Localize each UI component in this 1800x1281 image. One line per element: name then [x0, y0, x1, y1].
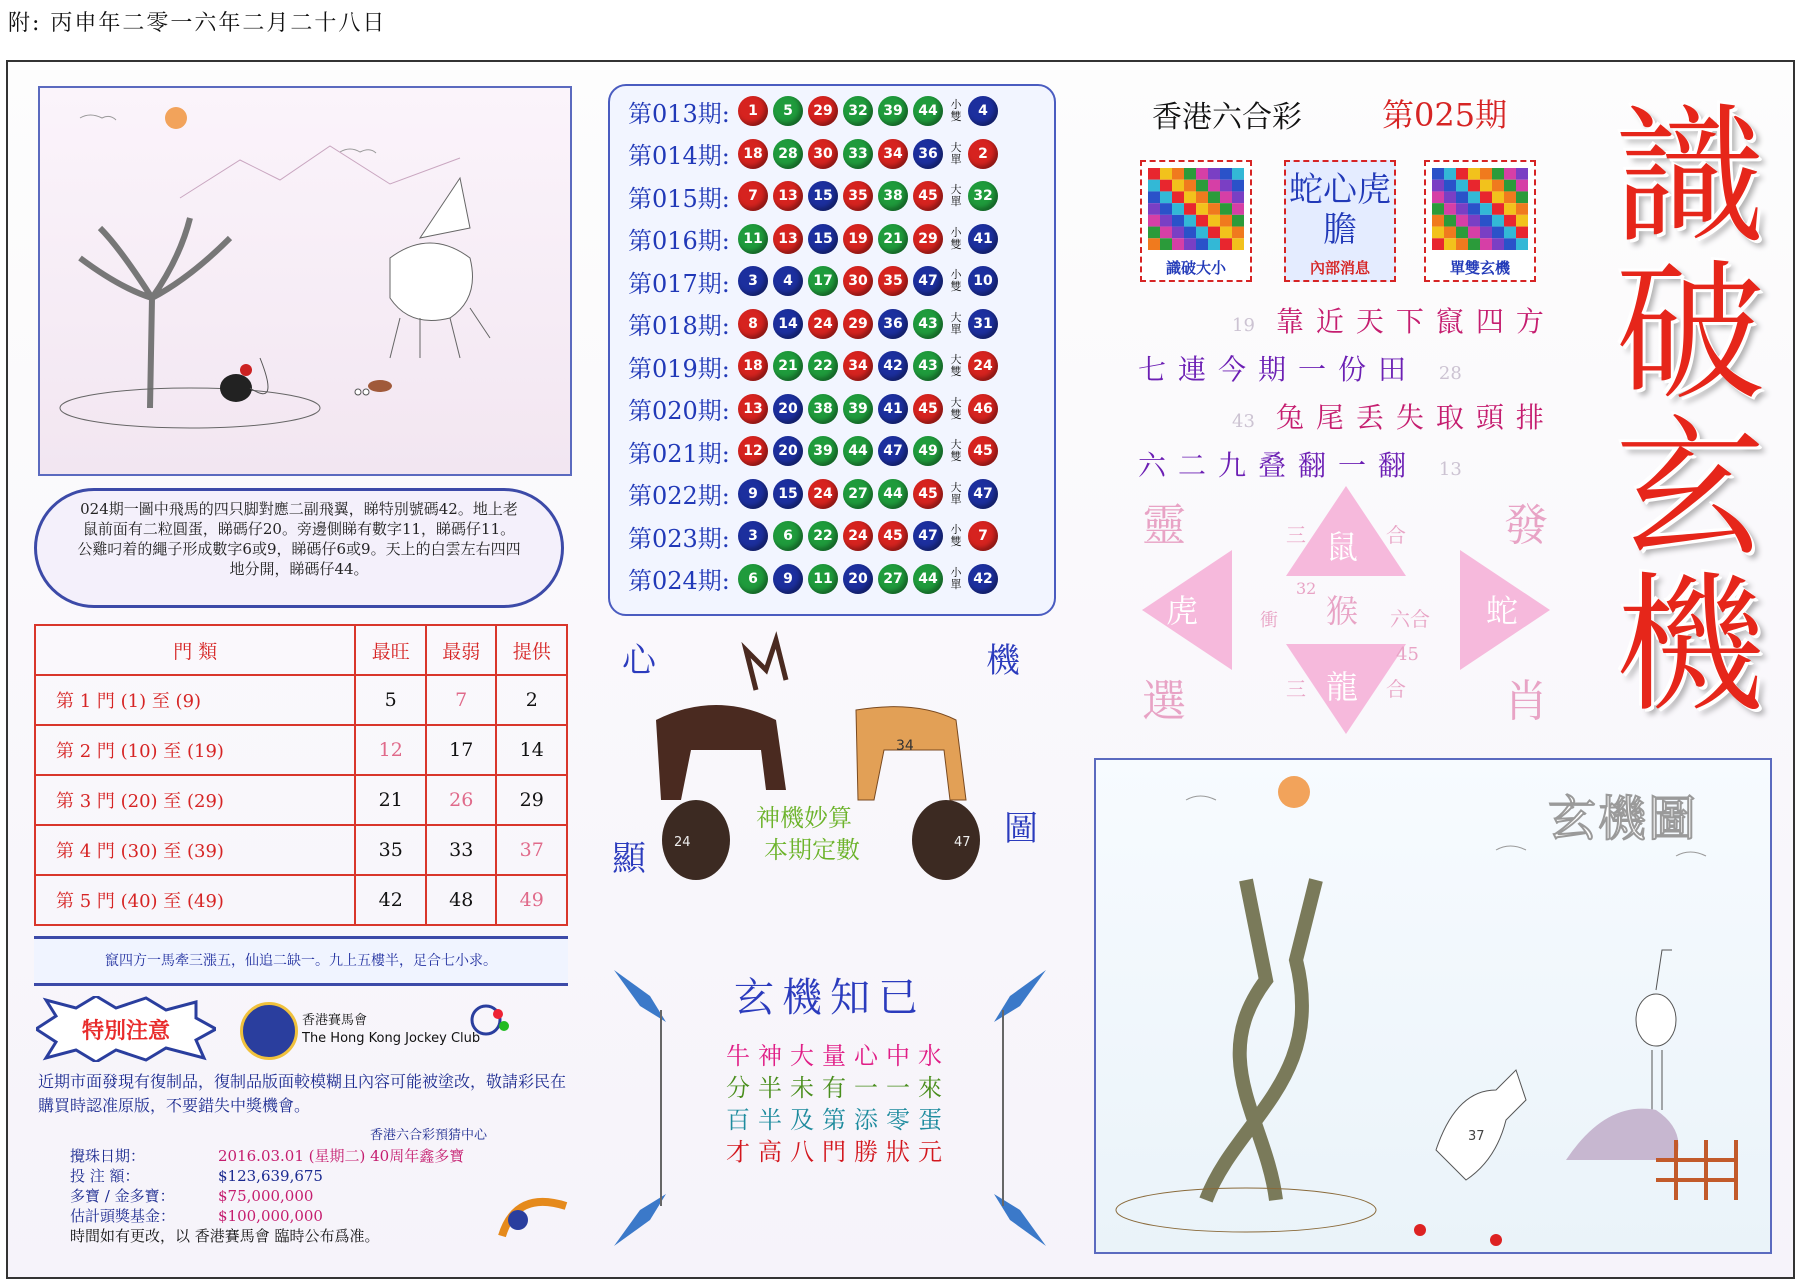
result-special-ball: 45	[968, 436, 998, 466]
compass-left: 虎	[1166, 592, 1199, 630]
draw-footer: 時間如有更改，以 香港賽馬會 臨時公布爲准。	[70, 1227, 380, 1245]
result-ball: 15	[808, 181, 838, 211]
door-table	[34, 624, 568, 926]
result-ball: 47	[878, 436, 908, 466]
door-label: 第 4 門 (30) 至 (39)	[35, 825, 355, 875]
verse-number: 19	[1232, 315, 1255, 336]
result-ball: 15	[773, 479, 803, 509]
mosaic-icon	[1148, 168, 1244, 250]
result-row	[628, 179, 1003, 213]
slogan-line-1: 神機妙算	[756, 804, 852, 832]
result-ball: 43	[913, 351, 943, 381]
result-ball: 45	[913, 479, 943, 509]
result-ball: 9	[773, 564, 803, 594]
result-ball: 35	[878, 266, 908, 296]
result-ball: 15	[808, 224, 838, 254]
result-ball: 39	[878, 96, 908, 126]
result-ball: 45	[878, 521, 908, 551]
door-max: 5	[355, 675, 426, 725]
verse-number: 43	[1232, 411, 1255, 432]
compass-number: 45	[1396, 644, 1419, 665]
result-special-ball: 31	[968, 309, 998, 339]
issue-number: 第025期	[1382, 96, 1508, 134]
cloud-icon	[80, 115, 116, 120]
result-row	[628, 307, 1003, 341]
result-special-ball: 4	[968, 96, 998, 126]
draw-info-key: 攪珠日期：	[70, 1147, 146, 1165]
compass-down-left: 三	[1286, 677, 1306, 701]
draw-info-key: 多寶 / 金多寶：	[70, 1187, 175, 1205]
center-title: 玄機知已	[734, 975, 926, 1021]
poem-line: 百半及第添零蛋	[726, 1106, 950, 1134]
result-tag: 大單	[950, 183, 962, 208]
result-ball: 13	[773, 224, 803, 254]
pic-label-machine: 機	[986, 641, 1020, 681]
tip-banner: 竄四方一馬牽三漲五，仙追二缺一。九上五樓半，足合七小求。	[34, 936, 568, 986]
result-ball: 13	[773, 181, 803, 211]
col-header-provide: 提供	[496, 625, 567, 675]
compass-up: 鼠	[1326, 528, 1359, 566]
result-issue-label: 第018期:	[628, 312, 730, 340]
door-provide: 14	[496, 725, 567, 775]
dog-number: 37	[1468, 1129, 1485, 1144]
slogan-line-2: 本期定數	[764, 836, 860, 864]
fruit-icon	[1490, 1234, 1502, 1246]
draw-info-row	[70, 1186, 464, 1206]
result-tag: 小雙	[950, 268, 962, 293]
result-ball: 19	[843, 224, 873, 254]
card-big-small	[1140, 160, 1252, 282]
result-row	[628, 519, 1003, 553]
result-ball: 32	[843, 96, 873, 126]
compass-down: 龍	[1326, 668, 1359, 706]
result-row	[628, 222, 1003, 256]
verse-line	[1138, 396, 1556, 444]
result-row	[628, 264, 1003, 298]
result-ball: 21	[773, 351, 803, 381]
table-row	[35, 775, 567, 825]
draw-info-row	[70, 1166, 464, 1186]
result-ball: 36	[878, 309, 908, 339]
verse-text: 六二九叠翻一翻	[1138, 449, 1419, 482]
draw-info-value: $123,639,675	[218, 1167, 323, 1185]
jockey-club-en: The Hong Kong Jockey Club	[302, 1031, 481, 1046]
result-ball: 44	[878, 479, 908, 509]
animals-illustration	[606, 630, 1050, 970]
result-ball: 22	[808, 521, 838, 551]
result-issue-label: 第016期:	[628, 227, 730, 255]
result-tag: 大單	[950, 480, 962, 506]
monkey-left-number: 24	[674, 835, 691, 850]
result-ball: 47	[913, 521, 943, 551]
riddle-explanation: 024期一圖中飛馬的四只脚對應二副飛翼，睇特別號碼42。地上老鼠前面有二粒圓蛋，睇碼仔20。旁邊側睇有數字11，睇碼仔11。公雞叼着的繩子形成數字6或9，睇碼仔6或9。天上的白雲左右四四地分開，睇碼仔44。	[34, 488, 564, 608]
result-ball: 28	[773, 139, 803, 169]
compass-number: 32	[1296, 579, 1317, 598]
result-tag: 大單	[950, 310, 962, 336]
monkey-left-icon	[662, 800, 730, 880]
draw-info-key: 投 注 額：	[70, 1167, 140, 1185]
result-ball: 5	[773, 96, 803, 126]
animals-picture	[606, 630, 1050, 879]
poem-line: 分半未有一一來	[726, 1074, 950, 1102]
result-ball: 38	[808, 394, 838, 424]
door-min: 17	[426, 725, 497, 775]
door-provide: 2	[496, 675, 567, 725]
table-row	[35, 825, 567, 875]
door-min: 26	[426, 775, 497, 825]
card-caption: 單雙玄機	[1449, 259, 1510, 277]
result-ball: 34	[878, 139, 908, 169]
result-ball: 20	[843, 564, 873, 594]
result-issue-label: 第020期:	[628, 397, 730, 425]
result-row	[628, 349, 1003, 383]
brand-title: 香港六合彩	[1152, 100, 1302, 135]
result-ball: 7	[738, 181, 768, 211]
goat-number: 34	[896, 738, 914, 754]
crane-icon	[1636, 950, 1676, 1110]
result-special-ball: 46	[968, 394, 998, 424]
result-ball: 20	[773, 394, 803, 424]
result-ball: 30	[843, 266, 873, 296]
result-issue-label: 第015期:	[628, 184, 730, 213]
door-provide: 37	[496, 825, 567, 875]
door-max: 12	[355, 725, 426, 775]
special-notice-label: 特別注意	[81, 1019, 170, 1044]
result-ball: 45	[913, 181, 943, 211]
draw-results-panel	[608, 84, 1056, 616]
card-caption: 識破大小	[1165, 259, 1226, 277]
result-ball: 49	[913, 436, 943, 466]
result-ball: 34	[843, 351, 873, 381]
result-ball: 45	[913, 394, 943, 424]
result-ball: 44	[843, 436, 873, 466]
result-issue-label: 第023期:	[628, 524, 730, 553]
sun-icon	[165, 107, 187, 129]
result-special-ball: 24	[968, 351, 998, 381]
verse-number: 28	[1438, 363, 1462, 384]
result-issue-label: 第022期:	[628, 482, 730, 510]
jockey-club-cn: 香港賽馬會	[302, 1013, 368, 1028]
result-issue-label: 第017期:	[628, 269, 730, 298]
result-special-ball: 10	[968, 266, 998, 296]
goat-icon	[856, 707, 966, 800]
card-inside-info	[1284, 160, 1396, 282]
big-title-vertical: 識破玄機	[1614, 91, 1765, 733]
result-ball: 29	[913, 224, 943, 254]
verse-line	[1138, 300, 1556, 348]
tree-icon	[80, 218, 230, 408]
result-ball: 1	[738, 96, 768, 126]
draw-info-row	[70, 1206, 464, 1226]
cloud-icon	[1496, 846, 1526, 850]
result-ball: 47	[913, 266, 943, 296]
verse-text: 靠近天下竄四方	[1275, 305, 1556, 338]
compass-mid-left: 衝	[1260, 610, 1278, 631]
fruit-icon	[1414, 1224, 1426, 1236]
flying-horse-icon	[390, 178, 490, 358]
result-ball: 4	[773, 266, 803, 296]
door-label: 第 1 門 (1) 至 (9)	[35, 675, 355, 725]
draw-info-row	[70, 1146, 464, 1166]
result-ball: 44	[913, 96, 943, 126]
result-special-ball: 32	[968, 181, 998, 211]
draw-info-value: $100,000,000	[218, 1207, 323, 1225]
result-special-ball: 41	[968, 224, 998, 254]
poem-line: 才高八門勝狀元	[726, 1138, 950, 1166]
elk-icon	[656, 640, 786, 800]
prediction-center-signature: 香港六合彩預猜中心	[370, 1128, 488, 1143]
result-ball: 11	[738, 224, 768, 254]
rooster-icon	[220, 358, 268, 402]
cloud-icon	[340, 149, 376, 153]
card-mid-text: 蛇心虎膽	[1289, 170, 1391, 250]
draw-info-value: 2016.03.01 (星期二) 40周年鑫多寶	[218, 1147, 465, 1165]
compass-down-right: 合	[1386, 677, 1406, 701]
door-table-header	[35, 625, 567, 675]
draw-info-key: 估計頭獎基金：	[70, 1207, 176, 1225]
col-header-min: 最弱	[426, 625, 497, 675]
door-min: 7	[426, 675, 497, 725]
result-ball: 13	[738, 394, 768, 424]
door-max: 21	[355, 775, 426, 825]
jockey-club-name	[302, 1012, 480, 1048]
result-ball: 39	[843, 394, 873, 424]
result-ball: 24	[843, 521, 873, 551]
result-row	[628, 392, 1003, 426]
draw-info-value: $75,000,000	[218, 1187, 314, 1205]
door-label: 第 3 門 (20) 至 (29)	[35, 775, 355, 825]
compass-corner-tl: 靈	[1142, 500, 1186, 551]
ground-ellipse	[60, 388, 320, 428]
result-ball: 42	[878, 351, 908, 381]
result-row	[628, 94, 1003, 128]
result-issue-label: 第021期:	[628, 439, 730, 468]
door-provide: 29	[496, 775, 567, 825]
compass-up-left: 三	[1286, 523, 1306, 547]
rock-icon	[1566, 1109, 1679, 1160]
result-tag: 小雙	[950, 225, 962, 251]
result-ball: 9	[738, 479, 768, 509]
result-ball: 38	[878, 181, 908, 211]
result-ball: 3	[738, 521, 768, 551]
mouse-icon	[355, 380, 392, 395]
door-min: 48	[426, 875, 497, 925]
result-ball: 12	[738, 436, 768, 466]
result-tag: 大雙	[950, 395, 962, 421]
counterfeit-warning: 近期市面發現有復制品，復制品版面較模糊且內容可能被塗改，敬請彩民在購買時認准原版，不要錯失中獎機會。	[38, 1072, 567, 1115]
door-provide: 49	[496, 875, 567, 925]
table-row	[35, 675, 567, 725]
table-row	[35, 725, 567, 775]
compass-corner-tr: 發	[1504, 500, 1548, 551]
result-ball: 39	[808, 436, 838, 466]
result-ball: 27	[843, 479, 873, 509]
compass-corner-bl: 選	[1142, 676, 1186, 727]
verse-text: 兔尾丢失取頭排	[1275, 401, 1556, 434]
mosaic-icon	[1432, 168, 1528, 250]
col-header-max: 最旺	[355, 625, 426, 675]
card-caption: 內部消息	[1309, 259, 1370, 277]
door-label: 第 5 門 (40) 至 (49)	[35, 875, 355, 925]
verse-line	[1138, 348, 1556, 396]
result-ball: 17	[808, 266, 838, 296]
compass-up-right: 合	[1386, 523, 1406, 547]
poem-line: 牛神大量心中水	[726, 1042, 950, 1070]
special-notice-badge	[36, 996, 216, 1062]
result-tag: 小雙	[950, 98, 962, 123]
result-tag: 大雙	[950, 353, 962, 378]
result-special-ball: 42	[968, 564, 998, 594]
mystery-picture-title: 玄機圖	[1548, 791, 1699, 847]
result-row	[628, 477, 1003, 511]
result-ball: 30	[808, 139, 838, 169]
result-ball: 27	[878, 564, 908, 594]
result-tag: 小單	[950, 565, 962, 591]
result-ball: 24	[808, 309, 838, 339]
result-ball: 29	[843, 309, 873, 339]
draw-info	[70, 1146, 464, 1246]
result-ball: 11	[808, 564, 838, 594]
door-label: 第 2 門 (10) 至 (19)	[35, 725, 355, 775]
result-ball: 44	[913, 564, 943, 594]
pic-label-show: 顯	[612, 839, 646, 879]
verse-text: 七連今期一份田	[1138, 353, 1419, 386]
cloud-icon	[1676, 852, 1706, 856]
result-ball: 41	[878, 394, 908, 424]
result-issue-label: 第013期:	[628, 99, 730, 128]
card-odd-even	[1424, 160, 1536, 282]
pic-label-heart: 心	[622, 641, 656, 681]
result-issue-label: 第024期:	[628, 567, 730, 595]
compass-right: 蛇	[1486, 592, 1519, 630]
mark-six-logo-icon	[466, 1000, 526, 1040]
result-tag: 大單	[950, 140, 962, 166]
result-ball: 29	[808, 96, 838, 126]
date-line: 附: 丙申年二零一六年二月二十八日	[8, 11, 387, 36]
cloud-icon	[1186, 796, 1216, 800]
result-ball: 6	[773, 521, 803, 551]
result-ball: 20	[773, 436, 803, 466]
result-special-ball: 47	[968, 479, 998, 509]
monkey-right-number: 47	[954, 835, 971, 850]
result-row	[628, 562, 1003, 596]
result-ball: 14	[773, 309, 803, 339]
result-ball: 3	[738, 266, 768, 296]
result-ball: 18	[738, 351, 768, 381]
result-issue-label: 第019期:	[628, 354, 730, 383]
result-ball: 6	[738, 564, 768, 594]
ifha-trust-mark-icon	[496, 1186, 572, 1242]
verse-number: 13	[1438, 459, 1462, 480]
sun-icon	[1278, 776, 1310, 808]
compass-mid-right: 六合	[1390, 607, 1430, 631]
result-ball: 8	[738, 309, 768, 339]
poem	[708, 1040, 968, 1168]
result-ball: 35	[843, 181, 873, 211]
riddle-illustration	[40, 88, 570, 474]
jockey-club-logo-icon	[240, 1002, 298, 1060]
dog-icon	[1436, 1070, 1526, 1180]
result-tag: 大雙	[950, 438, 962, 463]
door-max: 42	[355, 875, 426, 925]
result-ball: 33	[843, 139, 873, 169]
result-ball: 24	[808, 479, 838, 509]
result-ball: 36	[913, 139, 943, 169]
mountain-outline	[180, 146, 460, 198]
col-header-category: 門 類	[35, 625, 355, 675]
door-max: 35	[355, 825, 426, 875]
result-ball: 43	[913, 309, 943, 339]
result-ball: 21	[878, 224, 908, 254]
monkey-right-icon	[912, 800, 980, 880]
result-tag: 小雙	[950, 523, 962, 548]
result-special-ball: 2	[968, 139, 998, 169]
zodiac-compass	[1136, 480, 1556, 740]
pic-label-chart: 圖	[1004, 809, 1038, 849]
ground-ellipse	[1116, 1188, 1376, 1232]
twisted-tree-icon	[1206, 880, 1316, 1200]
riddle-picture	[38, 86, 572, 476]
result-issue-label: 第014期:	[628, 142, 730, 170]
result-special-ball: 7	[968, 521, 998, 551]
door-min: 33	[426, 825, 497, 875]
result-ball: 22	[808, 351, 838, 381]
result-row	[628, 137, 1003, 171]
table-row	[35, 875, 567, 925]
compass-corner-br: 肖	[1504, 676, 1548, 727]
result-ball: 18	[738, 139, 768, 169]
compass-center: 猴	[1326, 592, 1359, 630]
result-row	[628, 434, 1003, 468]
verse	[1138, 300, 1556, 492]
